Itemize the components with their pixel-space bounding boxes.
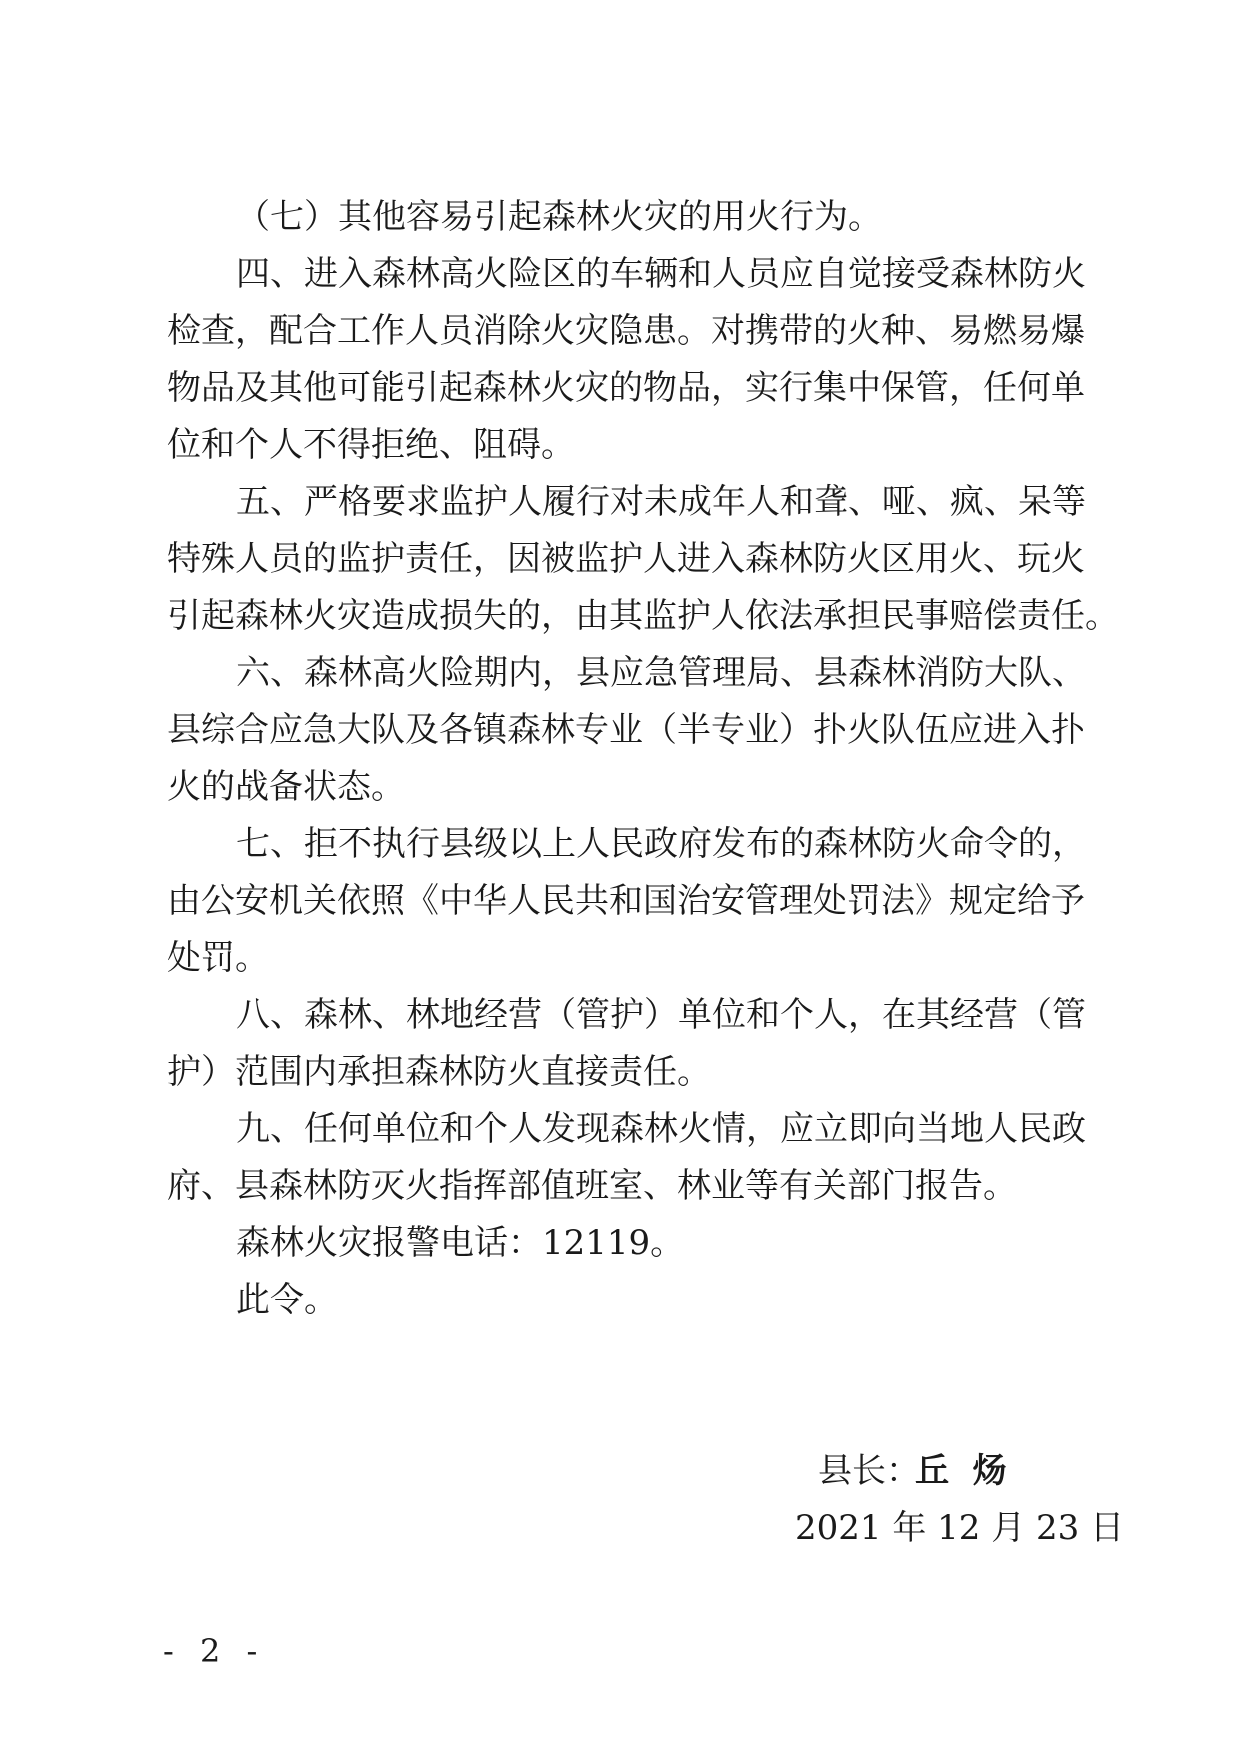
text-line: （七）其他容易引起森林火灾的用火行为。 bbox=[236, 197, 882, 237]
text-line: 六、森林高火险期内，县应急管理局、县森林消防大队、 bbox=[236, 653, 1086, 693]
text-line: 八、森林、林地经营（管护）单位和个人，在其经营（管 bbox=[236, 995, 1086, 1035]
text-line: 七、拒不执行县级以上人民政府发布的森林防火命令的， bbox=[236, 824, 1086, 864]
text-line: 特殊人员的监护责任，因被监护人进入森林防火区用火、玩火 bbox=[167, 539, 1085, 579]
text-line: 五、严格要求监护人履行对未成年人和聋、哑、疯、呆等 bbox=[236, 482, 1086, 522]
text-line: 位和个人不得拒绝、阻碍。 bbox=[167, 425, 575, 465]
page-number: - 2 - bbox=[163, 1632, 266, 1670]
text-line: 处罚。 bbox=[167, 938, 269, 978]
text-line: 此令。 bbox=[236, 1280, 338, 1320]
text-line: 引起森林火灾造成损失的，由其监护人依法承担民事赔偿责任。 bbox=[167, 596, 1119, 636]
signature-name: 丘 炀 bbox=[915, 1451, 1007, 1491]
text-line: 检查，配合工作人员消除火灾隐患。对携带的火种、易燃易爆 bbox=[167, 311, 1085, 351]
text-line: 府、县森林防灭火指挥部值班室、林业等有关部门报告。 bbox=[167, 1166, 1017, 1206]
text-line: 县综合应急大队及各镇森林专业（半专业）扑火队伍应进入扑 bbox=[167, 710, 1085, 750]
text-line: 九、任何单位和个人发现森林火情，应立即向当地人民政 bbox=[236, 1109, 1086, 1149]
signature-title: 县长： bbox=[818, 1451, 920, 1491]
text-line: 由公安机关依照《中华人民共和国治安管理处罚法》规定给予 bbox=[167, 881, 1085, 921]
text-line: 火的战备状态。 bbox=[167, 767, 405, 807]
signature-date: 2021 年 12 月 23 日 bbox=[795, 1508, 1125, 1548]
text-line: 森林火灾报警电话：12119。 bbox=[236, 1223, 685, 1263]
text-line: 护）范围内承担森林防火直接责任。 bbox=[167, 1052, 711, 1092]
text-line: 四、进入森林高火险区的车辆和人员应自觉接受森林防火 bbox=[236, 254, 1086, 294]
text-line: 物品及其他可能引起森林火灾的物品，实行集中保管，任何单 bbox=[167, 368, 1085, 408]
